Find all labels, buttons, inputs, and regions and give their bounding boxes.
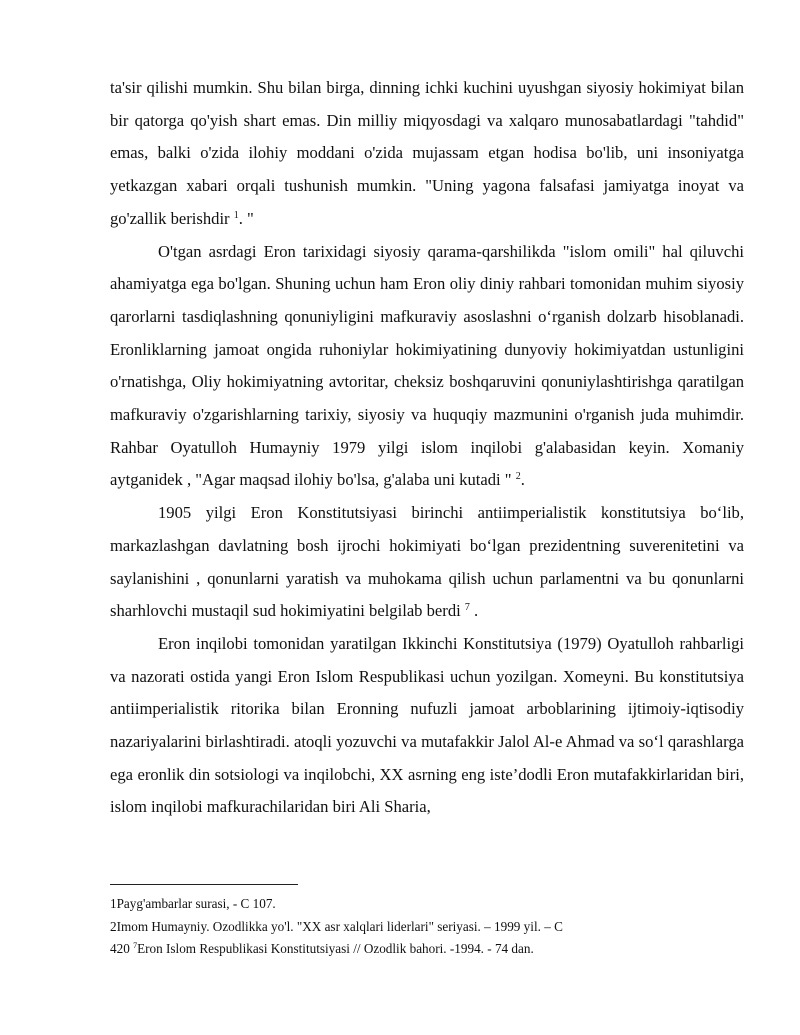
paragraph-3-tail: . [469,601,479,621]
paragraph-4-text: Eron inqilobi tomonidan yaratilgan Ikkinchi Konstitutsiya (1979) Oyatulloh rahbarligi va nazorati ostida yangi Eron Islom Respublikasi uchun yozilgan. Xomeyni. Bu konstitutsiya antiimperialistik ritorika bilan Eronning nufuzli jamoat arboblarining ijtimoiy-iqtisodiy nazariyalarini birlashtiradi. atoqli yozuvchi va mutafakkir Jalol Al-e Ahmad va so‘l qarashlarga ega eronlik din sotsiologi va inqilobchi, XX asrning eng iste’dodli Eron mutafakkirlaridan biri, islom inqilobi mafkurachilaridan biri Ali Sharia, [110,633,744,817]
footnote-ref-7: 7 [464,602,470,614]
paragraph-2 [110,236,744,498]
footnote-2: 2Imom Humayniy. Ozodlikka yo'l. "XX asr xalqlari liderlari" seriyasi. – 1999 yil. – C [110,918,563,934]
paragraph-2-tail: . [520,470,525,490]
footnote-ref-2: 2 [515,471,521,483]
footnote-3-text: Eron Islom Respublikasi Konstitutsiyasi // Ozodlik bahori. -1994. - 74 dan. [137,941,534,956]
paragraph-2-text: O'tgan asrdagi Eron tarixidagi siyosiy qarama-qarshilikda "islom omili" hal qiluvchi ahamiyatga ega bo'lgan. Shuning uchun ham Eron oliy diniy rahbari tomonidan muhim siyosiy qarorlarni tasdiqlashning qonuniyligini mafkuraviy asoslashni o‘rganish dolzarb hisoblanadi. Eronliklarning jamoat ongida ruhoniylar hokimiyatining dunyoviy hokimiyatdan ustunligini o'rnatishga, Oliy hokimiyatning avtoritar, cheksiz boshqaruvini qonuniylashtirishga qaratilgan mafkuraviy o'zgarishlarning tarixiy, siyosiy va huquqiy mazmunini o'rganish juda muhimdir. Rahbar Oyatulloh Humayniy 1979 yilgi islom inqilobi g'alabasidan keyin. Xomaniy aytganidek , "Agar maqsad ilohiy bo'lsa, g'alaba uni kutadi " [110,241,744,490]
footnote-3 [110,938,744,961]
paragraph-1 [110,72,744,236]
footnote-ref-1: 1 [233,209,239,221]
paragraph-1-tail: . " [238,208,254,228]
footnote-divider [110,884,298,885]
footnote-3-marker: 7 [133,941,138,951]
footnote-1: 1Payg'ambarlar surasi, - C 107. [110,896,276,911]
paragraph-1-text: ta'sir qilishi mumkin. Shu bilan birga, dinning ichki kuchini uyushgan siyosiy hokimiyat bilan bir qatorga qo'yish shart emas. Din milliy miqyosdagi va xalqaro munosabatlardagi "tahdid" emas, balki o'zida ilohiy moddani o'zida mujassam etgan hodisa bo'lib, uni insoniyatga yetkazgan xabari orqali tushunish mumkin. "Uning yagona falsafasi jamiyatga inoyat va go'zallik berishdir [110,78,744,228]
document-body [110,72,744,824]
footnote-2-page: 420 [110,941,134,956]
footnotes [110,884,744,961]
paragraph-3-text: 1905 yilgi Eron Konstitutsiyasi birinchi antiimperialistik konstitutsiya bo‘lib, markazlashgan davlatning bosh ijrochi hokimiyati bo‘lgan prezidentning suverenitetini va saylanishini , qonunlarni yaratish va muhokama qilish uchun parlamentni va bu qonunlarni sharhlovchi mustaqil sud hokimiyatini belgilab berdi [110,503,744,621]
paragraph-3 [110,497,744,628]
paragraph-4 [110,628,744,824]
